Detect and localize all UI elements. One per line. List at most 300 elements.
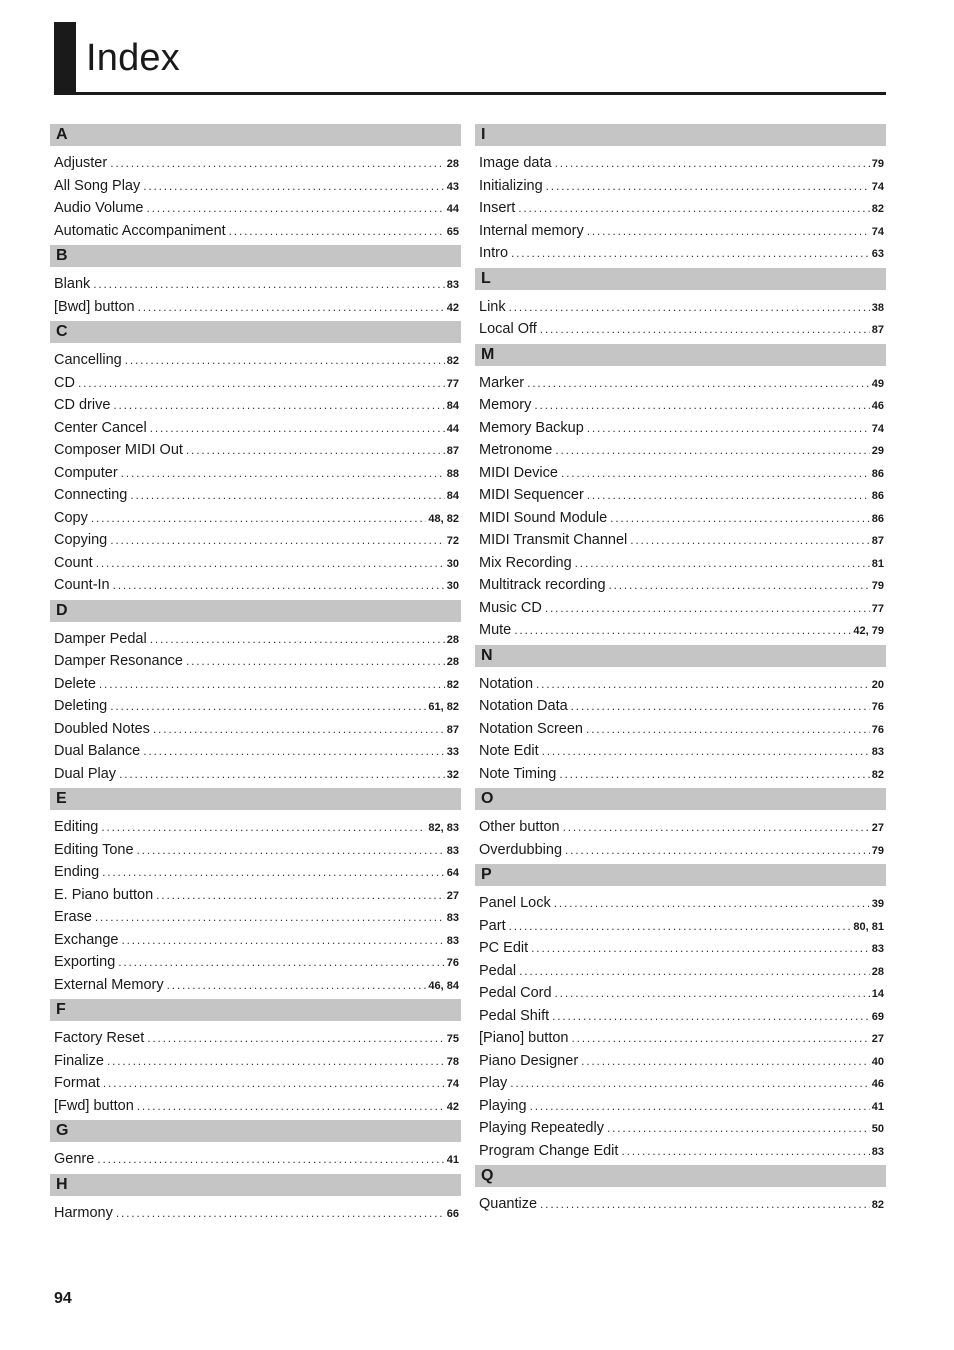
index-term: Note Timing: [479, 765, 557, 782]
dot-leader: [118, 951, 444, 974]
dot-leader: [514, 619, 851, 642]
index-entry[interactable]: [475, 439, 886, 462]
index-page-ref[interactable]: 83: [446, 912, 459, 924]
index-page-ref[interactable]: 63: [871, 248, 884, 260]
dot-leader: [101, 816, 426, 839]
index-entry[interactable]: [50, 718, 461, 741]
index-term: Notation: [479, 675, 534, 692]
index-entry[interactable]: [475, 740, 886, 763]
index-page-ref[interactable]: 86: [871, 490, 884, 502]
index-entry[interactable]: [50, 273, 461, 296]
index-entry[interactable]: [475, 839, 886, 862]
index-page-ref[interactable]: 76: [871, 701, 884, 713]
index-term: Mix Recording: [479, 554, 572, 571]
index-entry[interactable]: [50, 1202, 461, 1225]
section-letter-q: Q: [475, 1165, 886, 1187]
index-page-ref[interactable]: 86: [871, 512, 884, 525]
index-page-ref[interactable]: 82: [871, 203, 884, 215]
dot-leader: [153, 718, 445, 741]
index-term: Editing: [54, 819, 99, 835]
section-gap: [475, 1216, 886, 1219]
dot-leader: [143, 740, 445, 763]
index-entry[interactable]: [50, 552, 461, 575]
index-term: Part: [479, 917, 506, 934]
index-page-ref[interactable]: 74: [871, 180, 884, 193]
index-page-ref[interactable]: 46: [871, 400, 884, 412]
dot-leader: [545, 597, 870, 620]
dot-leader: [587, 484, 870, 507]
dot-leader: [121, 462, 445, 485]
index-term: Other button: [479, 819, 560, 835]
index-page-ref[interactable]: 74: [871, 225, 884, 238]
index-page-ref[interactable]: 42, 79: [853, 625, 884, 637]
index-term: Metronome: [479, 442, 553, 458]
dot-leader: [91, 507, 427, 530]
index-page-ref[interactable]: 28: [446, 633, 459, 646]
index-term: Dual Balance: [54, 743, 141, 759]
index-page-ref[interactable]: 83: [446, 844, 459, 857]
index-entry[interactable]: [475, 242, 886, 265]
dot-leader: [581, 1050, 870, 1073]
index-page-ref[interactable]: 39: [871, 898, 884, 910]
index-page-ref[interactable]: 46: [871, 1078, 884, 1090]
dot-leader: [630, 529, 869, 552]
index-entry[interactable]: [50, 740, 461, 763]
index-page-ref[interactable]: 87: [871, 324, 884, 336]
index-page-ref[interactable]: 83: [871, 943, 884, 955]
index-entry[interactable]: [50, 507, 461, 530]
dot-leader: [137, 839, 445, 862]
dot-leader: [93, 273, 444, 296]
dot-leader: [540, 1193, 870, 1216]
index-term: Format: [54, 1075, 100, 1091]
index-page-ref[interactable]: 75: [446, 1033, 459, 1045]
dot-leader: [143, 175, 445, 198]
section-letter-m: M: [475, 344, 886, 366]
index-term: Erase: [54, 909, 92, 925]
index-entry[interactable]: [475, 718, 886, 741]
dot-leader: [510, 1072, 870, 1095]
section-letter-n: N: [475, 645, 886, 667]
index-term: Memory: [479, 397, 532, 413]
index-term: [Piano] button: [479, 1030, 569, 1046]
index-page-ref[interactable]: 78: [446, 1055, 459, 1068]
dot-leader: [609, 574, 870, 597]
index-entry[interactable]: [475, 296, 886, 319]
index-term: Audio Volume: [54, 200, 144, 216]
dot-leader: [186, 650, 445, 673]
index-page-ref[interactable]: 33: [446, 746, 459, 758]
page-number: 94: [54, 1290, 72, 1307]
index-term: Blank: [54, 276, 91, 292]
index-term: Pedal Cord: [479, 985, 552, 1001]
index-page-ref[interactable]: 27: [871, 822, 884, 834]
index-page-ref[interactable]: 69: [871, 1010, 884, 1023]
index-page-ref[interactable]: 87: [446, 445, 459, 457]
index-entry[interactable]: [50, 296, 461, 319]
dot-leader: [147, 1027, 445, 1050]
index-term: Mute: [479, 622, 512, 638]
index-term: MIDI Device: [479, 464, 558, 481]
index-entry[interactable]: [50, 220, 461, 243]
index-term: Factory Reset: [54, 1030, 145, 1046]
index-entry[interactable]: [475, 597, 886, 620]
index-entry[interactable]: [475, 892, 886, 915]
index-page-ref[interactable]: 86: [871, 467, 884, 480]
index-page-ref[interactable]: 83: [446, 279, 459, 291]
section-letter-c: C: [50, 321, 461, 343]
index-entry[interactable]: [50, 816, 461, 839]
index-page-ref[interactable]: 87: [446, 723, 459, 736]
index-page-ref[interactable]: 79: [871, 158, 884, 170]
dot-leader: [156, 884, 445, 907]
index-page-ref[interactable]: 84: [446, 400, 459, 412]
index-term: Internal memory: [479, 222, 584, 239]
dot-leader: [542, 740, 870, 763]
index-page-ref[interactable]: 83: [871, 746, 884, 758]
index-entry[interactable]: [50, 839, 461, 862]
index-page-ref[interactable]: 50: [871, 1123, 884, 1135]
index-page-ref[interactable]: 20: [871, 678, 884, 691]
index-term: Music CD: [479, 599, 542, 616]
index-page-ref[interactable]: 83: [446, 934, 459, 947]
index-page-ref[interactable]: 65: [446, 225, 459, 238]
index-term: CD: [54, 374, 75, 391]
index-entry[interactable]: [475, 763, 886, 786]
index-entry[interactable]: [50, 884, 461, 907]
index-entry[interactable]: [50, 574, 461, 597]
section-letter-i: I: [475, 124, 886, 146]
index-term: Cancelling: [54, 352, 122, 368]
index-page-ref[interactable]: 82: [871, 768, 884, 781]
dot-leader: [519, 960, 870, 983]
index-page-ref[interactable]: 64: [446, 867, 459, 879]
index-page-ref[interactable]: 87: [871, 535, 884, 547]
dot-leader: [113, 574, 445, 597]
dot-leader: [103, 1072, 445, 1095]
index-entry[interactable]: [475, 175, 886, 198]
index-entry[interactable]: [475, 462, 886, 485]
dot-leader: [536, 673, 870, 696]
index-entry[interactable]: [475, 982, 886, 1005]
index-page-ref[interactable]: 28: [446, 656, 459, 668]
index-entry[interactable]: [475, 1117, 886, 1140]
index-page-ref[interactable]: 44: [446, 203, 459, 215]
index-entry[interactable]: [475, 220, 886, 243]
index-entry[interactable]: [50, 152, 461, 175]
index-page-ref[interactable]: 28: [871, 965, 884, 978]
index-entry[interactable]: [475, 507, 886, 530]
index-page-ref[interactable]: 82: [446, 678, 459, 691]
index-term: External Memory: [54, 976, 164, 993]
index-term: Harmony: [54, 1204, 113, 1221]
dot-leader: [621, 1140, 869, 1163]
index-term: Program Change Edit: [479, 1142, 619, 1159]
index-term: E. Piano button: [54, 886, 154, 903]
index-term: Copy: [54, 509, 88, 526]
index-entry[interactable]: [50, 628, 461, 651]
index-term: Notation Data: [479, 698, 568, 714]
dot-leader: [552, 1005, 870, 1028]
index-page-ref[interactable]: 43: [446, 180, 459, 193]
index-term: Finalize: [54, 1052, 104, 1069]
dot-leader: [138, 296, 445, 319]
index-entry[interactable]: [50, 439, 461, 462]
index-term: Editing Tone: [54, 841, 134, 858]
index-entry[interactable]: [475, 1027, 886, 1050]
index-term: Connecting: [54, 487, 128, 503]
dot-leader: [130, 484, 444, 507]
section-letter-o: O: [475, 788, 886, 810]
index-entry[interactable]: [475, 574, 886, 597]
index-term: Deleting: [54, 698, 108, 714]
index-entry[interactable]: [50, 484, 461, 507]
index-entry[interactable]: [50, 906, 461, 929]
index-entry[interactable]: [50, 951, 461, 974]
index-page-ref[interactable]: 30: [446, 580, 459, 592]
index-term: Playing: [479, 1097, 527, 1114]
dot-leader: [102, 861, 445, 884]
index-entry[interactable]: [475, 529, 886, 552]
index-page-ref[interactable]: 30: [446, 557, 459, 570]
dot-leader: [575, 552, 870, 575]
dot-leader: [565, 839, 870, 862]
dot-leader: [110, 529, 445, 552]
index-term: MIDI Transmit Channel: [479, 532, 628, 548]
index-entry[interactable]: [475, 619, 886, 642]
index-term: Initializing: [479, 177, 543, 194]
index-page-ref[interactable]: 82: [446, 355, 459, 367]
index-page-ref[interactable]: 77: [446, 377, 459, 390]
index-entry[interactable]: [50, 1095, 461, 1118]
index-term: Local Off: [479, 321, 537, 337]
index-page-ref[interactable]: 27: [871, 1033, 884, 1045]
dot-leader: [572, 1027, 870, 1050]
section-gap: [50, 1224, 461, 1227]
index-entry[interactable]: [50, 1050, 461, 1073]
index-page-ref[interactable]: 27: [446, 889, 459, 902]
section-letter-f: F: [50, 999, 461, 1021]
index-entry[interactable]: [50, 763, 461, 786]
index-page-ref[interactable]: 77: [871, 602, 884, 615]
dot-leader: [509, 915, 852, 938]
index-entry[interactable]: [475, 318, 886, 341]
index-page-ref[interactable]: 42: [446, 301, 459, 314]
dot-leader: [116, 1202, 445, 1225]
dot-leader: [167, 974, 427, 997]
index-page-ref[interactable]: 61, 82: [428, 701, 459, 713]
index-page-ref[interactable]: 84: [446, 490, 459, 502]
index-page-ref[interactable]: 79: [871, 580, 884, 592]
dot-leader: [555, 152, 870, 175]
index-term: Adjuster: [54, 155, 108, 171]
index-page-ref[interactable]: 38: [871, 301, 884, 314]
index-entry[interactable]: [475, 372, 886, 395]
dot-leader: [518, 197, 869, 220]
section-letter-l: L: [475, 268, 886, 290]
index-entry[interactable]: [475, 1050, 886, 1073]
index-term: Insert: [479, 200, 516, 216]
index-entry[interactable]: [475, 1005, 886, 1028]
index-entry[interactable]: [475, 960, 886, 983]
index-term: Genre: [54, 1151, 95, 1167]
index-term: All Song Play: [54, 177, 141, 194]
dot-leader: [122, 929, 445, 952]
index-entry[interactable]: [50, 861, 461, 884]
index-page-ref[interactable]: 66: [446, 1207, 459, 1220]
index-entry[interactable]: [475, 484, 886, 507]
index-entry[interactable]: [475, 417, 886, 440]
index-entry[interactable]: [50, 929, 461, 952]
dot-leader: [150, 628, 445, 651]
index-entry[interactable]: [475, 1095, 886, 1118]
index-page-ref[interactable]: 40: [871, 1055, 884, 1068]
index-term: Overdubbing: [479, 841, 563, 858]
index-entry[interactable]: [50, 695, 461, 718]
index-page-ref[interactable]: 80, 81: [853, 920, 884, 933]
index-term: Exchange: [54, 931, 119, 948]
dot-leader: [561, 462, 870, 485]
index-page-ref[interactable]: 72: [446, 535, 459, 547]
index-term: Note Edit: [479, 743, 539, 759]
index-term: Count: [54, 554, 93, 571]
index-term: Delete: [54, 675, 96, 692]
index-page-ref[interactable]: 44: [446, 422, 459, 435]
dot-leader: [107, 1050, 445, 1073]
index-term: Damper Pedal: [54, 630, 147, 647]
index-term: Intro: [479, 245, 509, 261]
index-entry[interactable]: [475, 937, 886, 960]
index-page-ref[interactable]: 83: [871, 1145, 884, 1158]
index-entry[interactable]: [475, 1140, 886, 1163]
index-term: Notation Screen: [479, 720, 583, 737]
index-term: Multitrack recording: [479, 577, 606, 593]
index-entry[interactable]: [50, 417, 461, 440]
index-entry[interactable]: [475, 695, 886, 718]
dot-leader: [99, 673, 445, 696]
index-page-ref[interactable]: 14: [871, 988, 884, 1000]
index-term: Computer: [54, 464, 118, 481]
index-page-ref[interactable]: 48, 82: [428, 512, 459, 525]
dot-leader: [546, 175, 870, 198]
index-entry[interactable]: [475, 197, 886, 220]
index-term: Panel Lock: [479, 895, 551, 911]
index-entry[interactable]: [50, 372, 461, 395]
index-page-ref[interactable]: 49: [871, 377, 884, 390]
index-page-ref[interactable]: 79: [871, 844, 884, 857]
index-entry[interactable]: [475, 1072, 886, 1095]
section-letter-p: P: [475, 864, 886, 886]
index-page-ref[interactable]: 82: [871, 1199, 884, 1211]
dot-leader: [186, 439, 445, 462]
dot-leader: [554, 892, 870, 915]
index-page-ref[interactable]: 76: [871, 723, 884, 736]
dot-leader: [96, 552, 445, 575]
index-entry[interactable]: [475, 673, 886, 696]
section-letter-e: E: [50, 788, 461, 810]
dot-leader: [587, 417, 870, 440]
dot-leader: [95, 906, 445, 929]
index-page-ref[interactable]: 46, 84: [428, 979, 459, 992]
dot-leader: [229, 220, 445, 243]
index-term: Ending: [54, 864, 100, 880]
index-page-ref[interactable]: 42: [446, 1100, 459, 1113]
index-term: Exporting: [54, 954, 116, 970]
index-term: Pedal: [479, 962, 517, 979]
index-page-ref[interactable]: 32: [446, 768, 459, 781]
index-term: Count-In: [54, 577, 110, 593]
index-page-ref[interactable]: 88: [446, 467, 459, 480]
section-letter-a: A: [50, 124, 461, 146]
index-term: CD drive: [54, 397, 111, 413]
index-page-ref[interactable]: 29: [871, 445, 884, 457]
index-term: [Bwd] button: [54, 298, 135, 315]
dot-leader: [534, 394, 869, 417]
index-term: Copying: [54, 532, 108, 548]
index-term: MIDI Sound Module: [479, 509, 608, 526]
page-title: Index: [86, 37, 180, 79]
dot-leader: [559, 763, 869, 786]
index-term: Center Cancel: [54, 419, 147, 436]
index-page-ref[interactable]: 41: [871, 1100, 884, 1113]
index-page-ref[interactable]: 76: [446, 957, 459, 969]
index-entry[interactable]: [50, 1072, 461, 1095]
dot-leader: [97, 1148, 444, 1171]
index-entry[interactable]: [50, 650, 461, 673]
index-entry[interactable]: [50, 462, 461, 485]
index-term: Image data: [479, 155, 552, 171]
index-page-ref[interactable]: 41: [446, 1154, 459, 1166]
dot-leader: [137, 1095, 445, 1118]
dot-leader: [571, 695, 870, 718]
index-page-ref[interactable]: 74: [871, 422, 884, 435]
header-accent-bar: [54, 22, 76, 94]
dot-leader: [125, 349, 445, 372]
index-page-ref[interactable]: 74: [446, 1078, 459, 1090]
index-entry[interactable]: [50, 197, 461, 220]
dot-leader: [509, 296, 870, 319]
dot-leader: [119, 763, 445, 786]
index-term: Playing Repeatedly: [479, 1120, 604, 1136]
index-entry[interactable]: [475, 552, 886, 575]
index-entry[interactable]: [475, 1193, 886, 1216]
section-letter-g: G: [50, 1120, 461, 1142]
index-entry[interactable]: [475, 394, 886, 417]
section-letter-h: H: [50, 1174, 461, 1196]
index-entry[interactable]: [50, 529, 461, 552]
index-entry[interactable]: [50, 175, 461, 198]
index-term: PC Edit: [479, 940, 529, 956]
index-entry[interactable]: [50, 974, 461, 997]
dot-leader: [527, 372, 870, 395]
index-entry[interactable]: [475, 915, 886, 938]
index-page-ref[interactable]: 82, 83: [428, 822, 459, 834]
index-term: [Fwd] button: [54, 1097, 134, 1114]
dot-leader: [555, 439, 869, 462]
index-entry[interactable]: [50, 1148, 461, 1171]
index-entry[interactable]: [50, 349, 461, 372]
index-entry[interactable]: [50, 673, 461, 696]
dot-leader: [610, 507, 870, 530]
index-entry[interactable]: [475, 152, 886, 175]
index-entry[interactable]: [475, 816, 886, 839]
index-entry[interactable]: [50, 394, 461, 417]
index-entry[interactable]: [50, 1027, 461, 1050]
dot-leader: [531, 937, 870, 960]
index-page-ref[interactable]: 81: [871, 557, 884, 570]
index-page-ref[interactable]: 28: [446, 158, 459, 170]
index-column-left: [50, 124, 461, 1227]
